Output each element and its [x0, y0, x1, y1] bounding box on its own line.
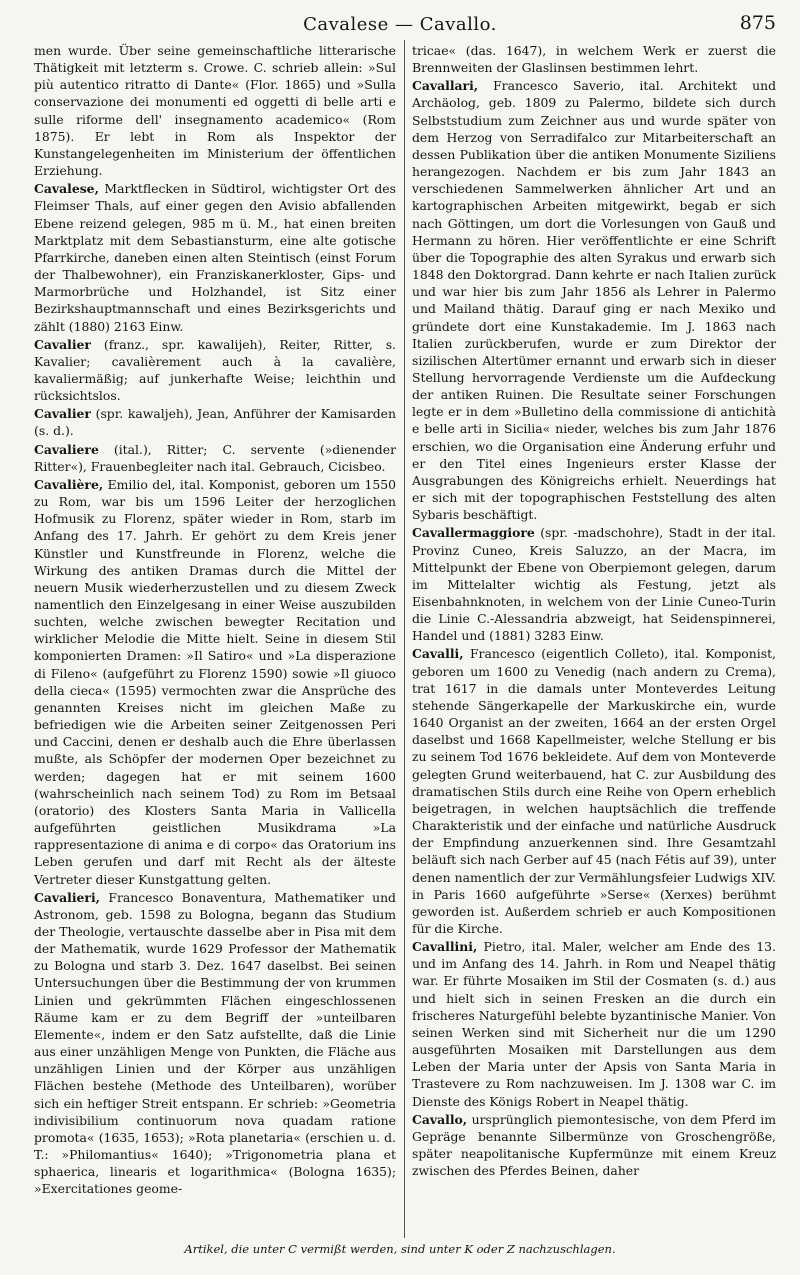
entry-headword: Cavalieri,	[34, 889, 100, 905]
right-column	[412, 42, 776, 1179]
entry-paragraph	[34, 336, 396, 405]
entry-paragraph	[34, 889, 396, 1198]
entry-headword: Cavallini,	[412, 939, 478, 955]
entry-paragraph	[412, 77, 776, 523]
entry-text: men wurde. Über seine gemeinschaftliche litterarische Thätigkeit mit letzterm s. Crowe. C. schrieb allein: »Sul più autentico ritratto di Dante« (Flor. 1865) und »Sulla conservazione dei monumenti ed oggetti di belle arti e sulle riforme dell' insegnamento academico« (Rom 1875). Er lebt in Rom als Inspektor der Kunstangelegenheiten im Ministerium der öffentlichen Erziehung.	[34, 43, 396, 179]
entry-headword: Cavallo,	[412, 1111, 468, 1127]
page-number: 875	[739, 12, 776, 34]
entry-paragraph	[412, 645, 776, 937]
entry-paragraph	[412, 42, 776, 76]
entry-paragraph	[34, 476, 396, 888]
entry-headword: Cavallari,	[412, 78, 479, 94]
entry-headword: Cavaliere	[34, 441, 99, 457]
entry-text: ursprünglich piemontesische, von dem Pferd im Gepräge benannte Silbermünze von Groschengröße, später neapolitanische Kupfermünze mit einem Kreuz zwischen des Pferdes Beinen, daher	[412, 1111, 776, 1179]
entry-text: Francesco (eigentlich Colleto), ital. Komponist, geboren um 1600 zu Venedig (nach andern zu Crema), trat 1617 in die damals unter Monteverdes Leitung stehende Sängerkapelle der Markuskirche ein, wurde 1640 Organist an der zweiten, 1664 an der ersten Orgel daselbst und 1668 Kapellmeister, welche Stellung er bis zu seinem Tod 1676 bekleidete. Auf dem von Monteverde gelegten Grund weiterbauend, hat C. zur Ausbildung des dramatischen Stils durch eine Reihe von Opern erheblich beigetragen, in welchen hauptsächlich die treffende Charakteristik und der einfache und natürliche Ausdruck der Empfindung anzuerkennen sind. Ihre Gesamtzahl beläuft sich nach Gerber auf 45 (nach Fétis auf 39), unter denen namentlich der zur Vermählungsfeier Ludwigs XIV. in Paris 1660 aufgeführte »Serse« (Xerxes) berühmt geworden ist. Außerdem schrieb er auch Kompositionen für die Kirche.	[412, 646, 776, 936]
entry-text: Emilio del, ital. Komponist, geboren um 1550 zu Rom, war bis um 1596 Leiter der herzoglichen Hofmusik zu Florenz, später wieder in Rom, starb im Anfang des 17. Jahrh. Er gehört zu dem Kreis jener Künstler und Kunstfreunde in Florenz, welche die Wirkung des antiken Dramas durch die Mittel der neuern Musik wiederherzustellen und zu diesem Zweck namentlich den Einzelgesang in einer Weise auszubilden suchten, welche zwischen bewegter Recitation und wirklicher Melodie die Mitte hielt. Seine in diesem Stil komponierten Dramen: »Il Satiro« und »La disperazione di Fileno« (aufgeführt zu Florenz 1590) sowie »Il giuoco della cieca« (1595) vermochten zwar die Ansprüche des genannten Kreises nicht im gleichen Maße zu befriedigen wie die Arbeiten seiner Zeitgenossen Peri und Caccini, denen er deshalb auch die Ehre überlassen mußte, als Schöpfer der modernen Oper bezeichnet zu werden; dagegen hat er mit seinem 1600 (wahrscheinlich nach seinem Tod) zu Rom im Betsaal (oratorio) des Klosters Santa Maria in Vallicella aufgeführten geistlichen Musikdrama »La rappresentazione di anima e di corpo« das Oratorium ins Leben gerufen und darf mit Recht als der älteste Vertreter dieser Kunstgattung gelten.	[34, 476, 396, 887]
column-divider	[404, 40, 405, 1238]
entry-text: tricae« (das. 1647), in welchem Werk er zuerst die Brennweiten der Glaslinsen bestimmen lehrt.	[412, 43, 776, 76]
running-head: Cavalese — Cavallo.	[303, 14, 497, 35]
entry-text: (spr. kawaljeh), Jean, Anführer der Kamisarden (s. d.).	[34, 406, 396, 439]
entry-text: Marktflecken in Südtirol, wichtigster Ort des Fleimser Thals, auf einer gegen den Avisio abfallenden Ebene reizend gelegen, 985 m ü. M., hat einen breiten Marktplatz mit dem Sebastiansturm, eine alte gotische Pfarrkirche, daneben einen alten Steintisch (einst Forum der Thalbewohner), ein Franziskanerkloster, Gips- und Marmorbrüche und Holzhandel, ist Sitz einer Bezirkshauptmannschaft und eines Bezirksgerichts und zählt (1880) 2163 Einw.	[34, 181, 396, 334]
entry-text: (spr. -madschohre), Stadt in der ital. Provinz Cuneo, Kreis Saluzzo, an der Macra, im Mittelpunkt der Ebene von Oberpiemont gelegen, darum im Mittelalter wichtig als Festung, jetzt als Eisenbahnknoten, in welchem von der Linie Cuneo-Turin die Linie C.-Alessandria abzweigt, hat Seidenspinnerei, Handel und (1881) 3283 Einw.	[412, 525, 776, 644]
entry-text: Francesco Saverio, ital. Architekt und Archäolog, geb. 1809 zu Palermo, bildete sich durch Selbststudium zum Zeichner aus und wurde später von dem Herzog von Serradifalco zur Mitarbeiterschaft an dessen Publikation über die antiken Monumente Siziliens herangezogen. Nachdem er bis zum Jahr 1843 an verschiedenen Sammelwerken ähnlicher Art und an kartographischen Arbeiten mitgewirkt, begab er sich nach Göttingen, um dort die Vorlesungen von Gauß und Hermann zu hören. Hier veröffentlichte er eine Schrift über die Topographie des alten Syrakus und erwarb sich 1848 den Doktorgrad. Dann kehrte er nach Italien zurück und war hier bis zum Jahr 1856 als Lehrer in Palermo und Mailand thätig. Darauf ging er nach Mexiko und gründete dort eine Kunstakademie. Im J. 1863 nach Italien zurückberufen, wurde er zum Direktor der sizilischen Altertümer ernannt und erwarb sich in dieser Stellung hervorragende Verdienste um die Aufdeckung der antiken Ruinen. Die Resultate seiner Forschungen legte er in dem »Bulletino della commissione di antichità e belle arti in Sicilia« nieder, welches bis zum Jahr 1876 erschien, wo die Organisation eine Änderung erfuhr und er den Titel eines Ingenieurs erster Klasse der Ausgrabungen des Königreichs erhielt. Neuerdings hat er sich mit der topographischen Feststellung des alten Sybaris beschäftigt.	[412, 78, 776, 523]
entry-paragraph	[412, 1111, 776, 1180]
entry-text: (franz., spr. kawalijeh), Reiter, Ritter, s. Kavalier; cavalièrement auch à la cavalière, kavaliermäßig; auf junkerhafte Weise; leichthin und rücksichtslos.	[34, 336, 396, 404]
entry-text: (ital.), Ritter; C. servente (»dienender Ritter«), Frauenbegleiter nach ital. Gebrauch, Cicisbeo.	[34, 441, 396, 474]
entry-paragraph	[34, 405, 396, 439]
entry-text: Pietro, ital. Maler, welcher am Ende des 13. und im Anfang des 14. Jahrh. in Rom und Neapel thätig war. Er führte Mosaiken im Stil der Cosmaten (s. d.) aus und hielt sich in seinen Fresken an die durch ein frischeres Naturgefühl belebte byzantinische Manier. Von seinen Werken sind mit Sicherheit nur die um 1290 ausgeführten Mosaiken mit Darstellungen aus dem Leben der Maria unter der Apsis von Santa Maria in Trastevere zu Rom nachzuweisen. Im J. 1308 war C. im Dienste des Königs Robert in Neapel thätig.	[412, 939, 776, 1109]
entry-headword: Cavalese,	[34, 181, 99, 197]
entry-headword: Cavallermaggiore	[412, 525, 535, 541]
page-footer-note: Artikel, die unter C vermißt werden, sind unter K oder Z nachzuschlagen.	[184, 1242, 616, 1256]
entry-headword: Cavalli,	[412, 646, 464, 662]
entry-paragraph	[412, 938, 776, 1110]
entry-paragraph	[34, 180, 396, 334]
left-column	[34, 42, 396, 1197]
entry-paragraph	[412, 524, 776, 644]
entry-paragraph	[34, 441, 396, 475]
entry-paragraph	[34, 42, 396, 179]
entry-headword: Cavalier	[34, 406, 91, 422]
entry-headword: Cavalier	[34, 336, 91, 352]
entry-text: Francesco Bonaventura, Mathematiker und Astronom, geb. 1598 zu Bologna, begann das Studium der Theologie, vertauschte dasselbe aber in Pisa mit dem der Mathematik, wurde 1629 Professor der Mathematik zu Bologna und starb 3. Dez. 1647 daselbst. Bei seinen Untersuchungen über die Bestimmung der von krummen Linien und gekrümmten Flächen eingeschlossenen Räume kam er zu dem Begriff der »unteilbaren Elemente«, indem er den Satz aufstellte, daß die Linie aus einer unzähligen Menge von Punkten, die Fläche aus unzähligen Linien und der Körper aus unzähligen Flächen bestehe (Methode des Unteilbaren), worüber sich ein heftiger Streit entspann. Er schrieb: »Geometria indivisibilium continuorum nova quadam ratione promota« (1635, 1653); »Rota planetaria« (erschien u. d. T.: »Philomantius« 1640); »Trigonometria plana et sphaerica, linearis et logarithmica« (Bologna 1635); »Exercitationes geome-	[34, 889, 396, 1197]
entry-headword: Cavalière,	[34, 476, 104, 492]
